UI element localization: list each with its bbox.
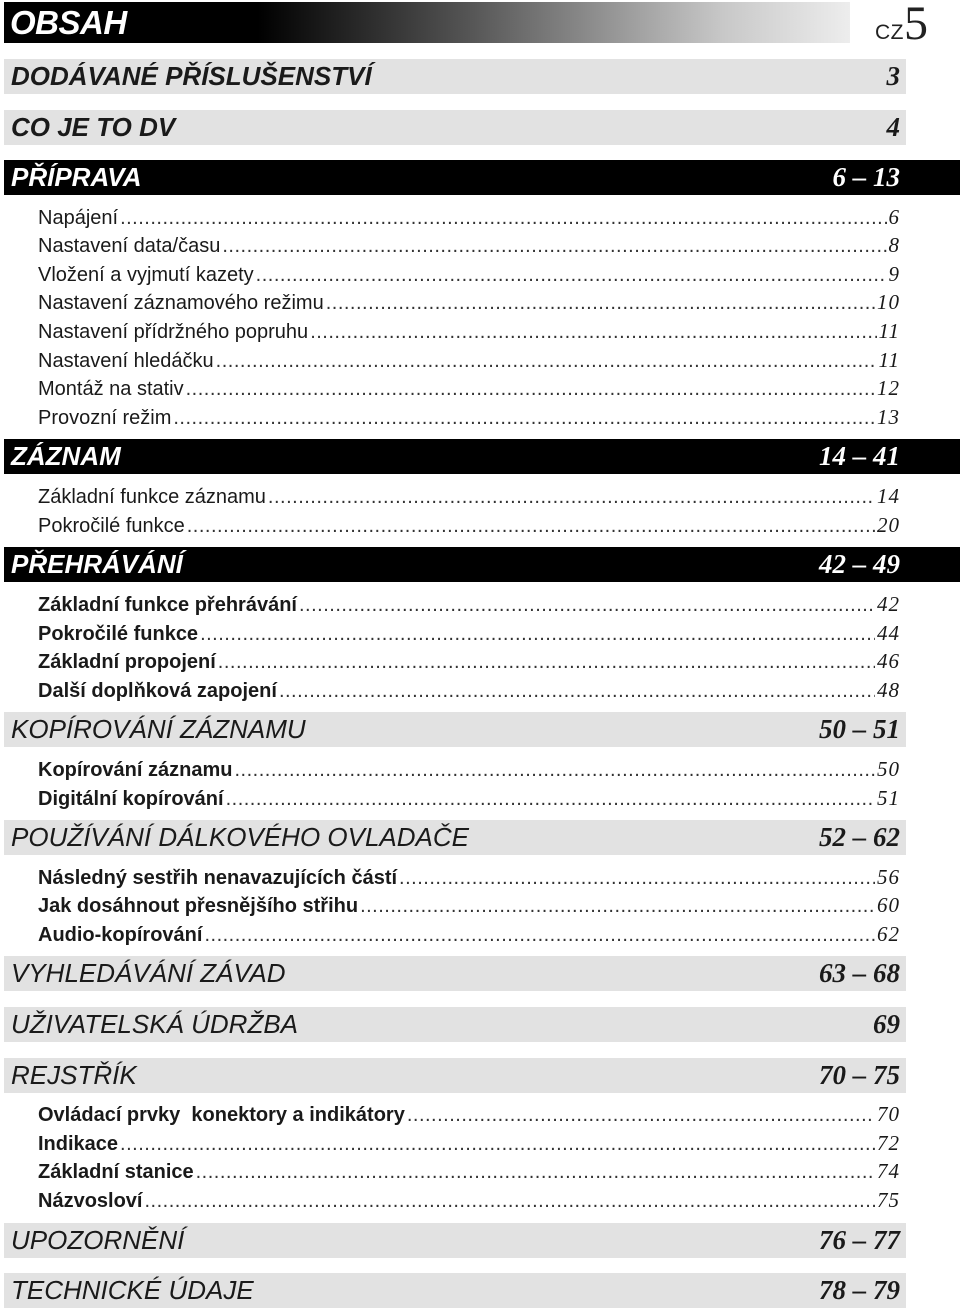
- entry-label: Základní funkce přehrávání: [38, 594, 297, 616]
- section-heading: [4, 712, 906, 747]
- entry-label: Nastavení přídržného popruhu: [38, 321, 309, 343]
- section-title: DODÁVANÉ PŘÍSLUŠENSTVÍ: [11, 61, 372, 91]
- dot-leader: [144, 1187, 875, 1215]
- page-number: [875, 0, 928, 59]
- section-title: UPOZORNĚNÍ: [11, 1225, 185, 1255]
- section-title: CO JE TO DV: [11, 112, 176, 142]
- section-title: TECHNICKÉ ÚDAJE: [11, 1275, 254, 1305]
- toc-entry: [38, 231, 900, 259]
- page-title: OBSAH: [10, 4, 127, 41]
- dot-leader: [360, 892, 875, 920]
- entry-page: 14: [877, 484, 900, 508]
- entry-page: 10: [877, 290, 900, 314]
- section-title: UŽIVATELSKÁ ÚDRŽBA: [11, 1009, 299, 1039]
- entry-label: Nastavení záznamového režimu: [38, 292, 324, 314]
- entry-page: 20: [877, 513, 900, 537]
- entry-label: Ovládací prvky konektory a indikátory: [38, 1104, 405, 1126]
- entry-page: 42: [877, 592, 900, 616]
- toc-entry: [38, 1100, 900, 1128]
- section-pages: 78 – 79: [819, 1275, 900, 1305]
- entry-page: 13: [877, 405, 900, 429]
- entry-page: 62: [877, 922, 900, 946]
- toc-entry: [38, 317, 900, 345]
- dot-leader: [268, 483, 875, 511]
- toc-entry: [38, 920, 900, 948]
- section-pages: 14 – 41: [819, 441, 900, 471]
- entry-page: 56: [877, 865, 900, 889]
- entry-label: Pokročilé funkce: [38, 515, 185, 537]
- section-pages: 4: [886, 112, 900, 142]
- entry-label: Další doplňková zapojení: [38, 680, 277, 702]
- toc-entry: [38, 374, 900, 402]
- section-pages: 69: [873, 1009, 900, 1039]
- dot-leader: [407, 1101, 875, 1129]
- dot-leader: [173, 404, 875, 432]
- section-heading: [4, 160, 960, 195]
- section-heading: [4, 59, 906, 94]
- entry-label: Kopírování záznamu: [38, 759, 233, 781]
- toc-entry: [38, 288, 900, 316]
- toc-entry: [38, 1186, 900, 1214]
- entry-page: 51: [877, 786, 900, 810]
- entry-page: 46: [877, 649, 900, 673]
- section-pages: 76 – 77: [819, 1225, 900, 1255]
- page-number-value: 5: [904, 0, 928, 50]
- toc-entry: [38, 590, 900, 618]
- section-pages: 63 – 68: [819, 958, 900, 988]
- entry-label: Základní stanice: [38, 1161, 194, 1183]
- section-heading: [4, 1007, 906, 1042]
- toc-entry: [38, 647, 900, 675]
- section-pages: 50 – 51: [819, 714, 900, 744]
- entry-label: Základní propojení: [38, 651, 216, 673]
- toc-entry: [38, 619, 900, 647]
- entry-label: Napájení: [38, 207, 119, 229]
- entry-label: Audio-kopírování: [38, 924, 203, 946]
- entry-label: Následný sestřih nenavazujících částí: [38, 867, 398, 889]
- entry-page: 8: [888, 233, 900, 257]
- toc-entry: [38, 203, 900, 231]
- dot-leader: [234, 756, 875, 784]
- dot-leader: [310, 318, 876, 346]
- section-heading: [4, 956, 906, 991]
- section-heading: [4, 547, 960, 582]
- entry-label: Pokročilé funkce: [38, 623, 199, 645]
- dot-leader: [204, 921, 875, 949]
- section-heading: [4, 1273, 906, 1308]
- dot-leader: [120, 204, 886, 232]
- header-bar: [4, 2, 850, 43]
- entry-page: 11: [878, 319, 900, 343]
- entry-label: Montáž na stativ: [38, 378, 184, 400]
- dot-leader: [186, 375, 875, 403]
- dot-leader: [187, 512, 875, 540]
- toc-entry: [38, 1129, 900, 1157]
- entry-label: Základní funkce záznamu: [38, 486, 266, 508]
- section-title: PŘÍPRAVA: [11, 162, 142, 192]
- language-code: CZ: [875, 21, 904, 44]
- entry-page: 75: [877, 1188, 900, 1212]
- toc-entry: [38, 891, 900, 919]
- entry-page: 44: [877, 621, 900, 645]
- entry-label: Digitální kopírování: [38, 788, 224, 810]
- page-header: [4, 0, 960, 50]
- section-pages: 42 – 49: [819, 549, 900, 579]
- toc-entry: [38, 511, 900, 539]
- section-title: POUŽÍVÁNÍ DÁLKOVÉHO OVLADAČE: [11, 822, 470, 852]
- section-pages: 6 – 13: [832, 162, 900, 192]
- section-heading: [4, 820, 906, 855]
- section-heading: [4, 439, 960, 474]
- section-heading: [4, 1223, 906, 1258]
- entry-label: Provozní režim: [38, 407, 172, 429]
- dot-leader: [399, 864, 875, 892]
- toc-entry: [38, 346, 900, 374]
- toc-entry: [38, 863, 900, 891]
- entry-page: 9: [888, 262, 900, 286]
- section-title: ZÁZNAM: [11, 441, 121, 471]
- toc-entry: [38, 784, 900, 812]
- entry-page: 12: [877, 376, 900, 400]
- entry-page: 70: [877, 1102, 900, 1126]
- entry-label: Názvosloví: [38, 1190, 143, 1212]
- toc-entry: [38, 482, 900, 510]
- entry-page: 72: [877, 1131, 900, 1155]
- dot-leader: [279, 677, 875, 705]
- dot-leader: [299, 591, 875, 619]
- entry-label: Indikace: [38, 1133, 119, 1155]
- toc-entry: [38, 676, 900, 704]
- entry-page: 74: [877, 1159, 900, 1183]
- entry-page: 50: [877, 757, 900, 781]
- section-title: PŘEHRÁVÁNÍ: [11, 549, 183, 579]
- entry-page: 60: [877, 893, 900, 917]
- entry-page: 6: [888, 205, 900, 229]
- toc-entry: [38, 1157, 900, 1185]
- dot-leader: [256, 261, 887, 289]
- section-heading: [4, 1058, 906, 1093]
- entry-label: Jak dosáhnout přesnějšího střihu: [38, 895, 359, 917]
- entry-label: Nastavení data/času: [38, 235, 221, 257]
- section-heading: [4, 110, 906, 145]
- dot-leader: [196, 1158, 875, 1186]
- dot-leader: [200, 620, 875, 648]
- entry-page: 11: [878, 348, 900, 372]
- dot-leader: [120, 1130, 875, 1158]
- toc-entry: [38, 755, 900, 783]
- entry-page: 48: [877, 678, 900, 702]
- section-pages: 3: [886, 61, 900, 91]
- dot-leader: [326, 289, 875, 317]
- dot-leader: [222, 232, 886, 260]
- toc-entry: [38, 260, 900, 288]
- dot-leader: [218, 648, 875, 676]
- section-title: KOPÍROVÁNÍ ZÁZNAMU: [11, 714, 306, 744]
- section-pages: 52 – 62: [819, 822, 900, 852]
- section-pages: 70 – 75: [819, 1060, 900, 1090]
- toc-entry: [38, 403, 900, 431]
- entry-label: Vložení a vyjmutí kazety: [38, 264, 254, 286]
- entry-label: Nastavení hledáčku: [38, 350, 214, 372]
- section-title: REJSTŘÍK: [11, 1060, 137, 1090]
- section-title: VYHLEDÁVÁNÍ ZÁVAD: [11, 958, 286, 988]
- dot-leader: [216, 347, 877, 375]
- dot-leader: [226, 785, 875, 813]
